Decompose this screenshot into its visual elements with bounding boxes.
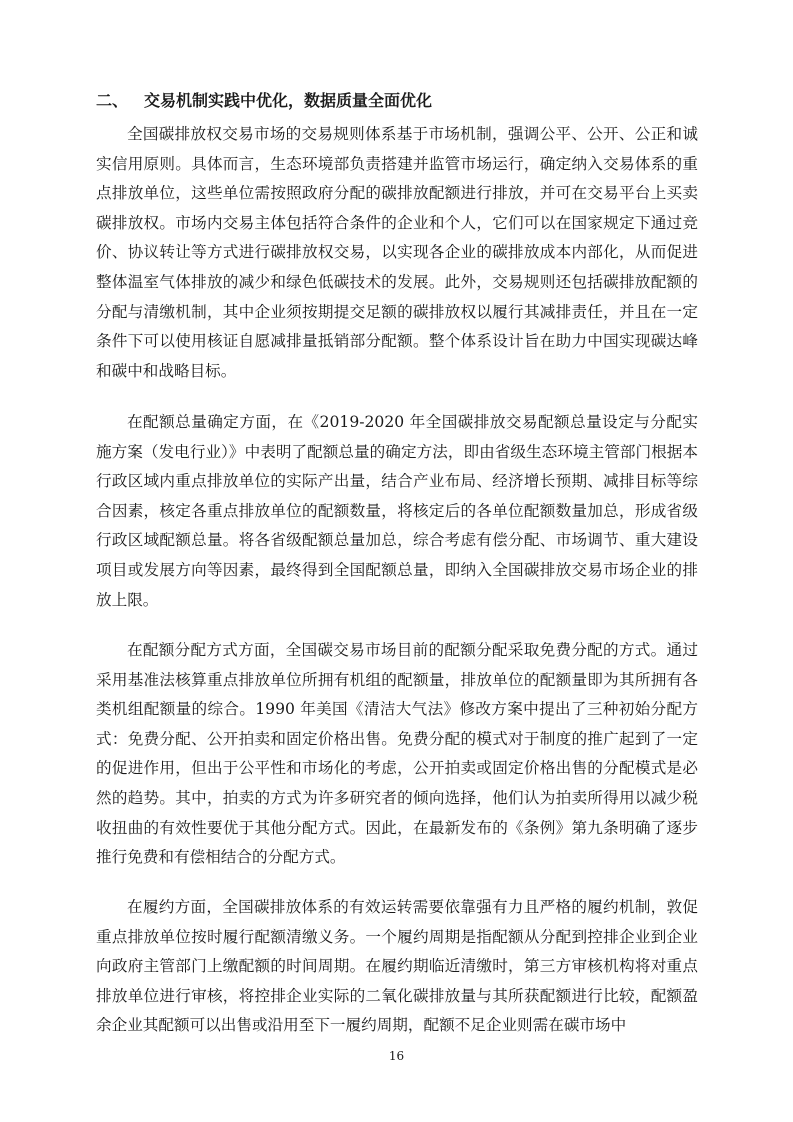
page-number: 16 [388,1049,405,1063]
section-number: 二、 [96,91,129,110]
paragraph-compliance: 在履约方面，全国碳排放体系的有效运转需要依靠强有力且严格的履约机制，敦促重点排放单位按时履行配额清缴义务。一个履约周期是指配额从分配到控排企业到企业向政府主管部门上缴配额的时间周期。在履约期临近清缴时，第三方审核机构将对重点排放单位进行审核，将控排企业实际的二氧化碳排放量与其所获配额进行比较，配额盈余企业其配额可以出售或沿用至下一履约周期，配额不足企业则需在碳市场中 [96,898,698,1035]
paragraph-trading-rules: 全国碳排放权交易市场的交易规则体系基于市场机制，强调公平、公开、公正和诚实信用原则。具体而言，生态环境部负责搭建并监管市场运行，确定纳入交易体系的重点排放单位，这些单位需按照政府分配的碳排放配额进行排放，并可在交易平台上买卖碳排放权。市场内交易主体包括符合条件的企业和个人，它们可以在国家规定下通过竞价、协议转让等方式进行碳排放权交易，以实现各企业的碳排放成本内部化，从而促进整体温室气体排放的减少和绿色低碳技术的发展。此外，交易规则还包括碳排放配额的分配与清缴机制，其中企业须按期提交足额的碳排放权以履行其减排责任，并且在一定条件下可以使用核证自愿减排量抵销部分配额。整个体系设计旨在助力中国实现碳达峰和碳中和战略目标。 [96,125,698,380]
paragraph-quota-allocation: 在配额分配方式方面，全国碳交易市场目前的配额分配采取免费分配的方式。通过采用基准法核算重点排放单位所拥有机组的配额量，排放单位的配额量即为其所拥有各类机组配额量的综合。1990 年美国《清洁大气法》修改方案中提出了三种初始分配方式：免费分配、公开拍卖和固定价格出售。免费分配的模式对于制度的推广起到了一定的促进作用，但出于公平性和市场化的考虑，公开拍卖或固定价格出售的分配模式是必然的趋势。其中，拍卖的方式为许多研究者的倾向选择，他们认为拍卖所得用以减少税收扭曲的有效性要优于其他分配方式。因此，在最新发布的《条例》第九条明确了逐步推行免费和有偿相结合的分配方式。 [96,641,698,867]
paragraph-quota-total: 在配额总量确定方面，在《2019-2020 年全国碳排放交易配额总量设定与分配实施方案（发电行业）》中表明了配额总量的确定方法，即由省级生态环境主管部门根据本行政区域内重点排放单位的实际产出量，结合产业布局、经济增长预期、减排目标等综合因素，核定各重点排放单位的配额数量，将核定后的各单位配额数量加总，形成省级行政区域配额总量。将各省级配额总量加总，综合考虑有偿分配、市场调节、重大建设项目或发展方向等因素，最终得到全国配额总量，即纳入全国碳排放交易市场企业的排放上限。 [96,413,698,609]
section-title: 交易机制实践中优化，数据质量全面优化 [144,91,433,110]
section-heading [96,89,432,113]
